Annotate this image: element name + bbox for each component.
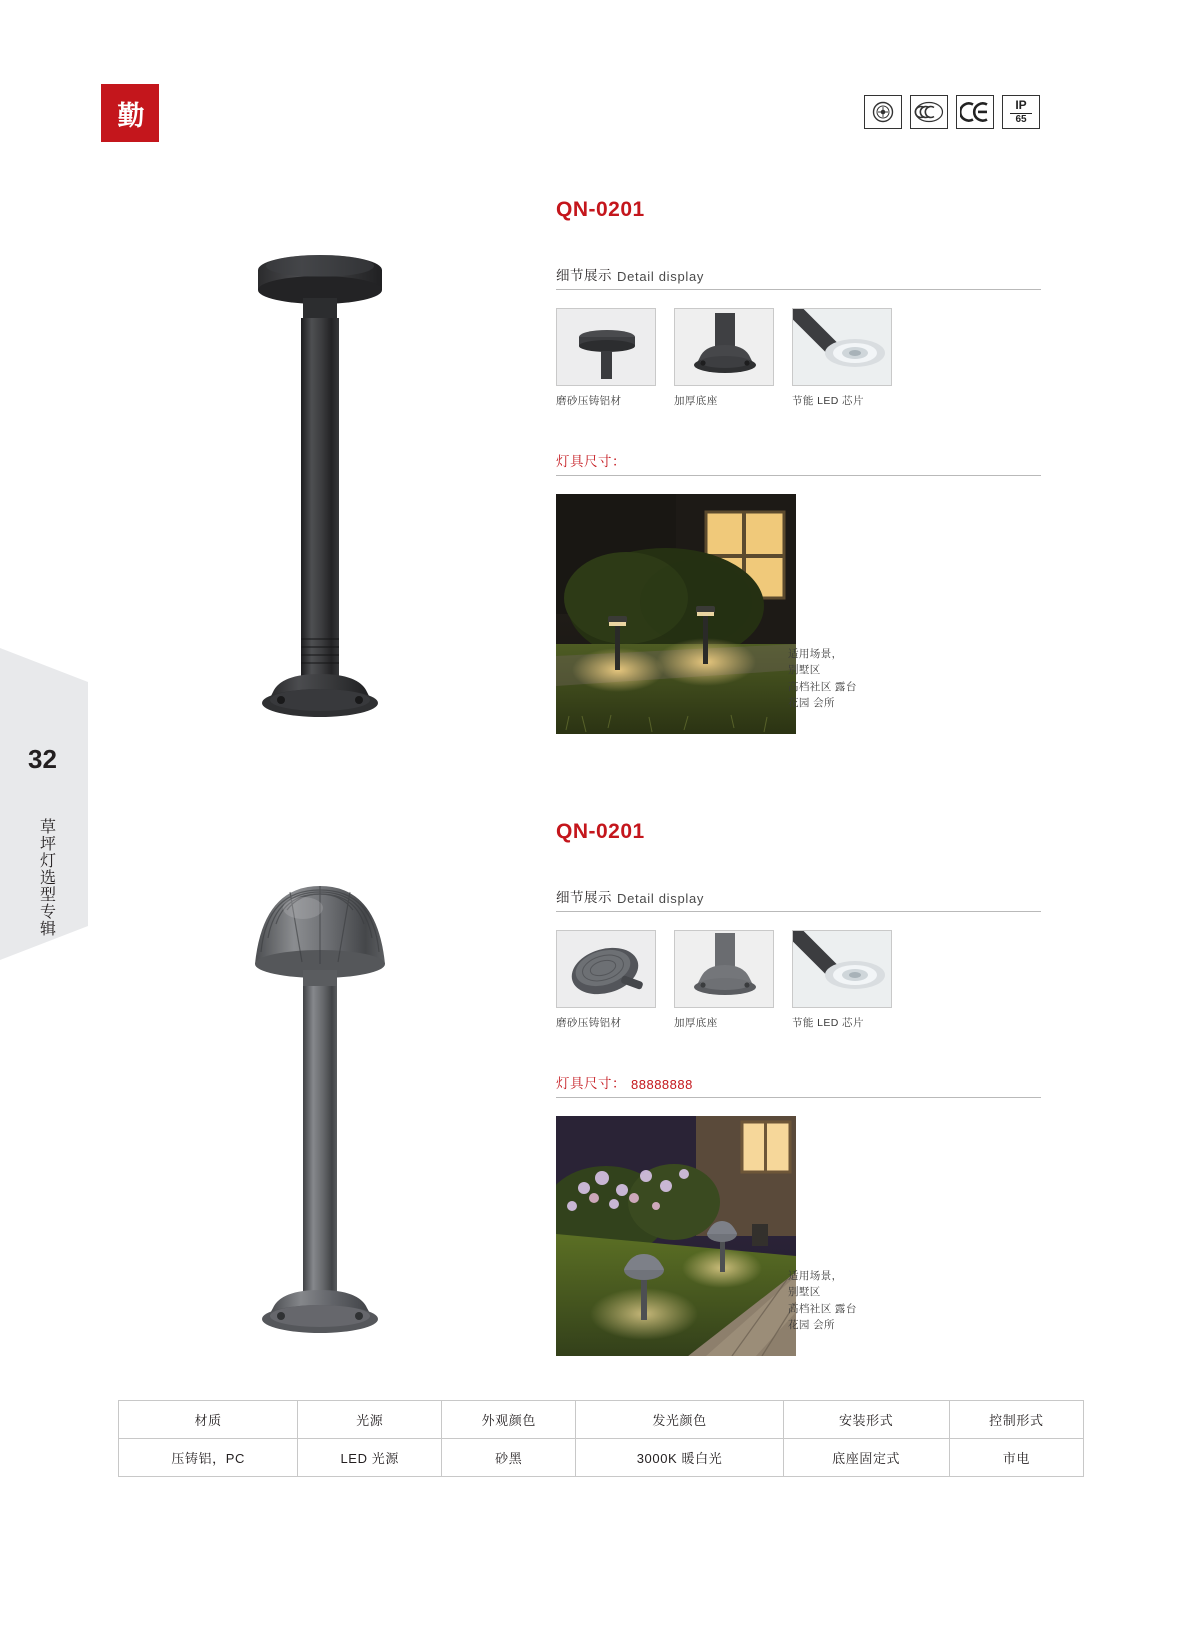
product-2-main-image	[215, 868, 425, 1338]
scene-note-line: 高档社区 露台	[788, 1302, 857, 1315]
lamp-base-thumb	[674, 308, 774, 386]
scene-note-line: 适用场景，	[788, 648, 843, 660]
product-1-main-image	[215, 240, 425, 720]
ccc-icon	[910, 95, 948, 129]
dimension-label: 灯具尺寸：	[556, 454, 626, 469]
detail-heading-cn: 细节展示	[556, 268, 612, 283]
scene-note-line: 高档社区 露台	[788, 680, 857, 693]
table-header-cell: 材质	[119, 1401, 298, 1439]
dimension-value: 88888888	[631, 1077, 693, 1092]
dimension-label: 灯具尺寸：	[556, 1076, 626, 1091]
product-2-info	[556, 820, 1041, 1356]
table-header-cell: 控制形式	[949, 1401, 1083, 1439]
product-1-model: QN-0201	[556, 198, 645, 221]
scene-photo	[556, 494, 796, 734]
led-chip-thumb	[792, 930, 892, 1008]
detail-item	[556, 930, 656, 1030]
led-chip-thumb	[792, 308, 892, 386]
page-number: 32	[28, 744, 57, 774]
scene-photo	[556, 1116, 796, 1356]
table-cell: 3000K 暖白光	[576, 1439, 783, 1477]
ip-rating-top: IP	[1015, 97, 1027, 112]
product-1-detail-heading	[556, 264, 1041, 290]
product-2-scene	[556, 1116, 1041, 1356]
brand-logo-text: 勤	[117, 100, 143, 132]
product-1-info	[556, 198, 1041, 734]
page-tab-label: 草坪灯选型专辑	[37, 817, 55, 937]
detail-caption: 加厚底座	[674, 395, 718, 407]
table-row	[119, 1401, 1084, 1439]
lamp-head-thumb	[556, 308, 656, 386]
table-header-cell: 光源	[298, 1401, 442, 1439]
table-cell: 压铸铝，PC	[119, 1439, 298, 1477]
scene-note-line: 花园 会所	[788, 1318, 835, 1331]
product-2-detail-heading	[556, 886, 1041, 912]
quality-seal-icon	[864, 95, 902, 129]
table-header-cell: 发光颜色	[576, 1401, 783, 1439]
ce-icon	[956, 95, 994, 129]
detail-item	[792, 930, 892, 1030]
table-cell: 底座固定式	[783, 1439, 949, 1477]
product-1-scene	[556, 494, 1041, 734]
ip-rating-icon	[1002, 95, 1040, 129]
product-2-dimension-heading	[556, 1072, 1041, 1098]
detail-caption: 节能 LED 芯片	[792, 1017, 864, 1029]
brand-logo	[101, 84, 159, 142]
detail-caption: 节能 LED 芯片	[792, 395, 864, 407]
scene-note	[788, 1268, 857, 1333]
page-tab	[0, 648, 88, 960]
specification-table	[118, 1400, 1084, 1477]
product-1-detail-thumbs	[556, 308, 1041, 408]
product-2-detail-thumbs	[556, 930, 1041, 1030]
detail-heading-cn: 细节展示	[556, 890, 612, 905]
product-2-model: QN-0201	[556, 820, 645, 843]
table-cell: 砂黑	[442, 1439, 576, 1477]
lamp-base-thumb	[674, 930, 774, 1008]
scene-note-line: 花园 会所	[788, 696, 835, 709]
table-row	[119, 1439, 1084, 1477]
table-cell: LED 光源	[298, 1439, 442, 1477]
scene-note	[788, 646, 857, 711]
detail-caption: 磨砂压铸铝材	[556, 1017, 622, 1029]
lamp-dome-thumb	[556, 930, 656, 1008]
detail-item	[674, 308, 774, 408]
scene-note-line: 别墅区	[788, 664, 821, 677]
detail-heading-en: Detail display	[617, 269, 705, 284]
detail-heading-en: Detail display	[617, 891, 705, 906]
ip-rating-bottom: 65	[1015, 113, 1027, 125]
scene-note-line: 别墅区	[788, 1286, 821, 1299]
table-header-cell: 外观颜色	[442, 1401, 576, 1439]
table-header-cell: 安装形式	[783, 1401, 949, 1439]
detail-item	[674, 930, 774, 1030]
detail-item	[556, 308, 656, 408]
detail-caption: 加厚底座	[674, 1017, 718, 1029]
detail-caption: 磨砂压铸铝材	[556, 395, 622, 407]
certification-badges	[864, 95, 1040, 129]
table-cell: 市电	[949, 1439, 1083, 1477]
scene-note-line: 适用场景，	[788, 1270, 843, 1282]
product-1-dimension-heading	[556, 450, 1041, 476]
detail-item	[792, 308, 892, 408]
